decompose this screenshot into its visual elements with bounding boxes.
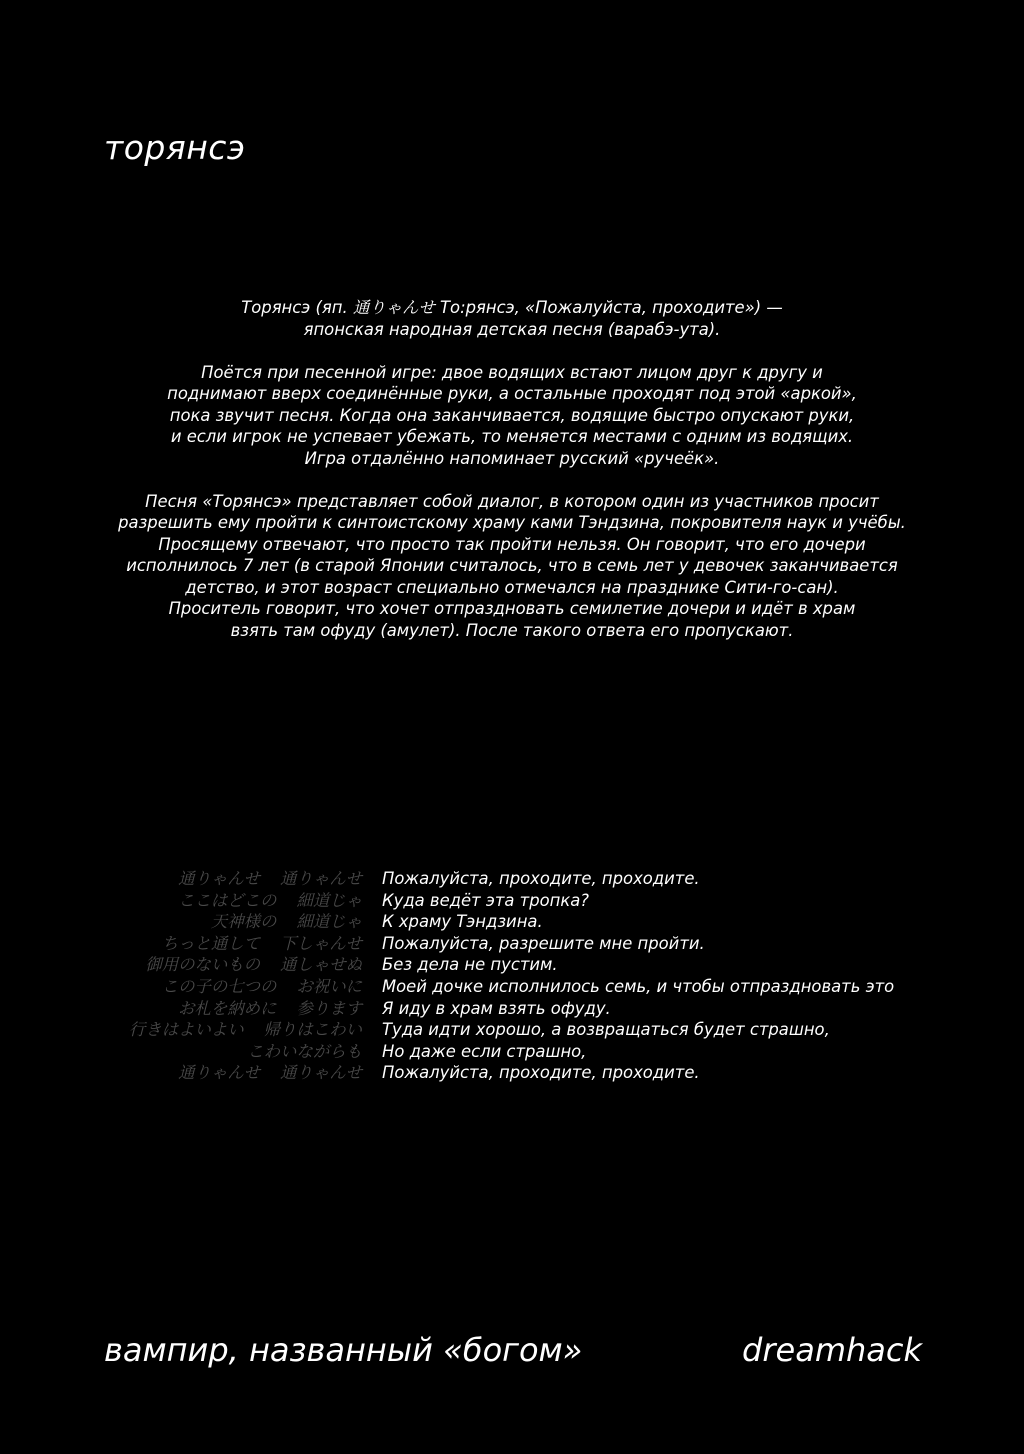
lyric-japanese (211, 911, 362, 933)
lyric-japanese-part: 細道じゃ (296, 890, 362, 910)
intro-line: Песня «Торянсэ» представляет собой диалог, в котором один из участников просит (145, 491, 879, 511)
lyric-japanese-part: 参ります (296, 998, 362, 1018)
lyric-russian: Моей дочке исполнилось семь, и чтобы отпраздновать это (382, 976, 895, 996)
lyric-row (0, 1041, 1024, 1063)
lyric-japanese-part: 行きはよいよい (128, 1020, 244, 1040)
lyric-japanese-part: 下しゃんせ (280, 933, 362, 953)
intro-line: Игра отдалённо напоминает русский «ручеёк». (304, 448, 720, 468)
lyric-russian: Туда идти хорошо, а возвращаться будет страшно, (382, 1020, 830, 1040)
lyric-japanese-part: この子の七つの (161, 976, 277, 996)
lyric-japanese-part: 細道じゃ (296, 912, 362, 932)
lyric-japanese (247, 1041, 362, 1063)
lyric-japanese (178, 868, 362, 890)
intro-line: разрешить ему пройти к синтоистскому храму ками Тэндзина, покровителя наук и учёбы. (118, 513, 906, 532)
lyric-japanese (178, 890, 362, 912)
lyric-row (0, 890, 1024, 912)
lyric-japanese (178, 998, 362, 1020)
lyric-japanese-part: 通りゃんせ (178, 1063, 261, 1083)
lyric-row (0, 998, 1024, 1020)
lyric-row (0, 933, 1024, 955)
intro-text (90, 297, 934, 663)
lyric-japanese (162, 933, 362, 955)
intro-line: детство, и этот возраст специально отмечался на празднике Сити-го-сан). (185, 577, 839, 597)
lyric-japanese-part: 帰りはこわい (263, 1020, 362, 1040)
lyric-row (0, 868, 1024, 890)
lyric-japanese-part: 通りゃんせ (280, 869, 362, 888)
lyric-row (0, 954, 1024, 976)
lyric-russian: Пожалуйста, разрешите мне пройти. (382, 933, 705, 953)
intro-line: и если игрок не успевает убежать, то меняется местами с одним из водящих. (170, 427, 854, 446)
lyric-russian: Без дела не пустим. (382, 955, 558, 975)
intro-line: японская народная детская песня (варабэ-ута). (303, 319, 721, 339)
lyric-japanese (129, 1019, 362, 1041)
lyric-japanese-part: お札を納めに (178, 998, 277, 1018)
page-title: торянсэ (104, 128, 246, 167)
lyric-japanese-part: お祝いに (296, 976, 362, 996)
intro-line: Проситель говорит, что хочет отпраздновать семилетие дочери и идёт в храм (168, 599, 856, 618)
lyric-japanese-part: ここはどこの (178, 890, 277, 910)
footer-title: вампир, названный «богом» (104, 1331, 583, 1369)
intro-line: поднимают вверх соединённые руки, а остальные проходят под этой «аркой», (167, 384, 857, 403)
lyric-russian: Но даже если страшно, (382, 1041, 587, 1061)
intro-paragraph (90, 362, 934, 470)
lyric-japanese-part: 御用のないもの (145, 955, 261, 975)
lyric-russian: Куда ведёт эта тропка? (382, 890, 589, 910)
lyric-japanese-part: こわいながらも (247, 1041, 362, 1061)
intro-line: пока звучит песня. Когда она заканчивается, водящие быстро опускают руки, (169, 405, 855, 425)
intro-line: взять там офуду (амулет). После такого ответа его пропускают. (230, 620, 794, 640)
lyric-japanese (178, 1062, 362, 1084)
lyric-japanese (145, 954, 362, 976)
lyric-japanese-part: ちっと通して (161, 933, 261, 953)
lyric-japanese (162, 976, 362, 998)
lyric-russian: Я иду в храм взять офуду. (382, 998, 611, 1018)
lyrics-table (0, 868, 1024, 1084)
intro-line: исполнилось 7 лет (в старой Японии считалось, что в семь лет у девочек заканчивается (126, 556, 898, 575)
intro-line: Просящему отвечают, что просто так пройти нельзя. Он говорит, что его дочери (158, 534, 866, 554)
footer-brand: dreamhack (742, 1331, 922, 1369)
intro-line: Торянсэ (яп. 通りゃんせ То:рянсэ, «Пожалуйста, проходите») — (241, 298, 783, 317)
lyric-row (0, 976, 1024, 998)
lyric-row (0, 1019, 1024, 1041)
lyric-russian: Пожалуйста, проходите, проходите. (382, 869, 700, 888)
lyric-russian: Пожалуйста, проходите, проходите. (382, 1063, 700, 1083)
lyric-russian: К храму Тэндзина. (382, 912, 543, 932)
lyric-row (0, 911, 1024, 933)
lyric-row (0, 1062, 1024, 1084)
lyric-japanese-part: 通りゃんせ (178, 869, 261, 888)
intro-line: Поётся при песенной игре: двое водящих встают лицом друг к другу и (201, 362, 823, 382)
lyric-japanese-part: 通りゃんせ (280, 1063, 362, 1083)
lyric-japanese-part: 通しゃせぬ (280, 955, 362, 975)
intro-paragraph (90, 297, 934, 340)
intro-paragraph (90, 491, 934, 642)
lyric-japanese-part: 天神様の (210, 912, 277, 932)
